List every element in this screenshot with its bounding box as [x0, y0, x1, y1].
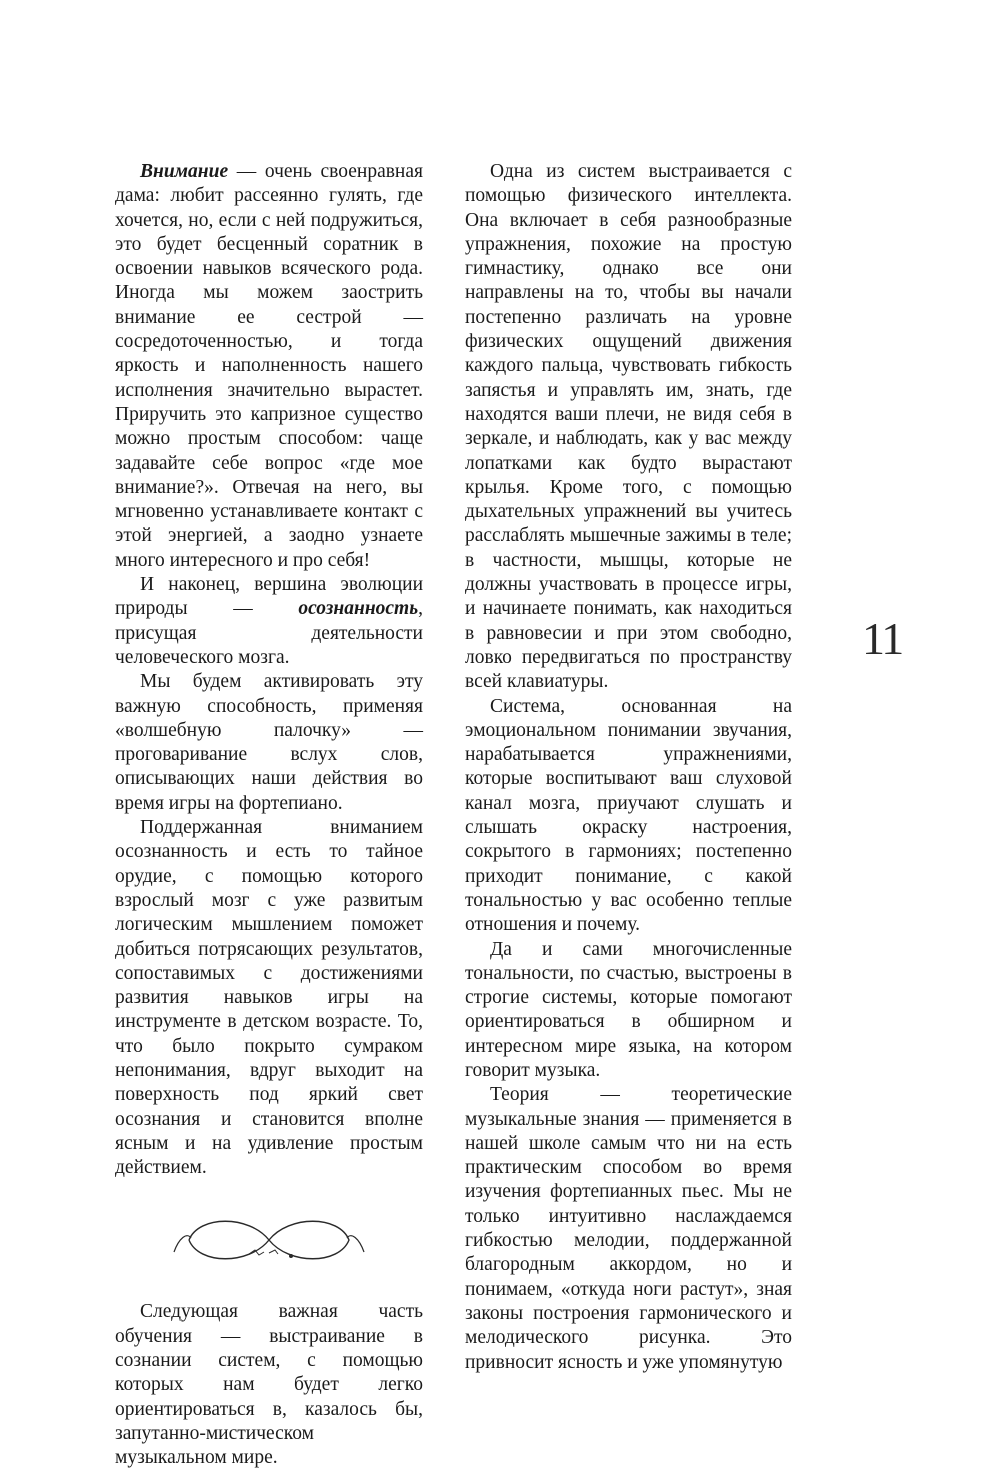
ornament-divider	[115, 1180, 423, 1300]
paragraph-attention-text: — очень своенравная дама: любит рассеянно гулять, где хочется, но, если с ней подружиться, это будет бесценный соратник в освоении навыков всяческого рода. Иногда мы можем заострить внимание ее сестрой — сосредоточенностью, и тогда яркость и наполненность нашего исполнения значительно вырастет. Приручить это капризное существо можно простым способом: чаще задавайте себе вопрос «где мое внимание?». Отвечая на него, вы мгновенно устанавливаете контакт с этой энергией, а заодно узнаете много интересного и про себя!	[115, 161, 423, 571]
term-awareness: осознанность	[298, 598, 419, 620]
paragraph-theory: Теория — теоретические музыкальные знания — применяется в нашей школе самым что ни на есть практическим способом во время изучения фортепианных пьес. Мы не только интуитивно наслаждаемся гибкостью мелодии, поддержанной благородным аккордом, но и понимаем, «откуда ноги растут», зная законы построения гармонического и мелодического рисунка. Это привносит ясность и уже упомянутую	[465, 1084, 792, 1373]
paragraph-emotional-system: Система, основанная на эмоциональном понимании звучания, нарабатывается упражнениями, которые воспитывают ваш слуховой канал мозга, приучают слушать и слышать окраску настроения, сокрытого в гармониях; постепенно приходит понимание, с какой тональностью у вас особенно теплые отношения и почему.	[465, 695, 792, 936]
right-column	[465, 160, 792, 1375]
left-column	[115, 160, 423, 1471]
paragraph-awareness-after: , присущая деятельности человеческого мозга.	[115, 598, 423, 668]
infinity-ornament-icon	[169, 1210, 369, 1270]
term-attention: Внимание	[140, 161, 229, 182]
paragraph-physical-intellect: Одна из систем выстраивается с помощью физического интеллекта. Она включает в себя разнообразные упражнения, похожие на простую гимнастику, однако все они направлены на то, чтобы вы начали постепенно различать на уровне физических ощущений движения каждого пальца, чувствовать гибкость запястья и управлять им, знать, где находятся ваши плечи, не видя себя в зеркале, и наблюдать, как у вас между лопатками как будто вырастают крылья. Кроме того, с помощью дыхательных упражнений вы учитесь расслаблять мышечные зажимы в теле; в частности, мышцы, которые не должны участвовать в процессе игры, и начинаете понимать, как находиться в равновесии и при этом свободно, ловко передвигаться по пространству всей клавиатуры.	[465, 161, 792, 693]
paragraph-secret-tool: Поддержанная вниманием осознанность и есть то тайное орудие, с помощью которого взрослый мозг с уже развитым логическим мышлением поможет добиться потрясающих результатов, сопоставимых с достижениями развития навыков игры на инструменте в детском возрасте. То, что было покрыто сумраком непонимания, вдруг выходит на поверхность под яркий свет осознания и становится вполне ясным и на удивление простым действием.	[115, 817, 423, 1179]
paragraph-attention	[115, 160, 423, 573]
paragraph-tonalities: Да и сами многочисленные тональности, по счастью, выстроены в строгие системы, которые помогают ориентироваться в обширном и интересном мире языка, на котором говорит музыка.	[465, 938, 792, 1081]
paragraph-systems-intro: Следующая важная часть обучения — выстраивание в сознании систем, с помощью которых нам будет легко ориентироваться в, казалось бы, запутанно-мистическом музыкальном мире.	[115, 1301, 423, 1469]
paragraph-awareness	[115, 573, 423, 670]
paragraph-magic-wand: Мы будем активировать эту важную способность, применяя «волшебную палочку» — проговаривание вслух слов, описывающих наши действия во время игры на фортепиано.	[115, 671, 423, 814]
page-number: 11	[862, 613, 903, 664]
paragraph-awareness-before: И наконец, вершина эволюции природы —	[115, 574, 423, 620]
